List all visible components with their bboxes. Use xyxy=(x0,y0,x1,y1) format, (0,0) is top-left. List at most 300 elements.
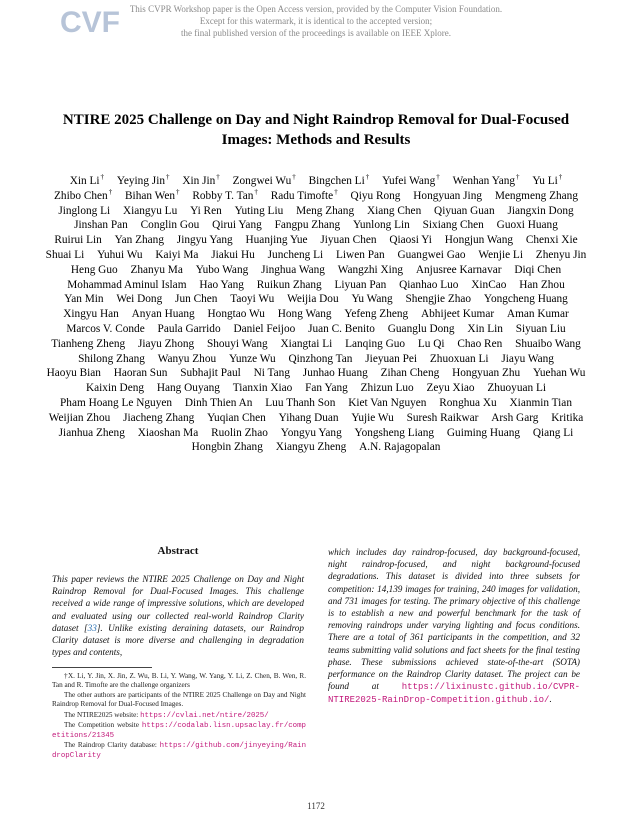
author-affiliation-mark: † xyxy=(165,173,170,182)
author-name-text: Ruirui Lin xyxy=(54,234,102,247)
abstract-left-part-1: This paper reviews the NTIRE 2025 Challenge on Day and Night Raindrop Removal for Dual-Focused Images. This challenge received a wide range of impressive solutions, which are developed and evaluated using our collected real-world Raindrop Clarity dataset [ xyxy=(52,574,304,633)
author-name xyxy=(345,337,405,352)
author-name xyxy=(348,396,426,411)
author-name xyxy=(335,278,387,293)
author-name xyxy=(185,396,253,411)
author-name xyxy=(58,204,110,219)
author-name-text: Radu Timofte xyxy=(270,189,334,202)
author-name xyxy=(254,366,290,381)
competition-website-link[interactable]: https://codalab.lisn.upsaclay.fr/competitions/21345 xyxy=(52,722,306,741)
author-name xyxy=(439,396,496,411)
author-name-text: Taoyi Wu xyxy=(230,293,275,306)
author-name-text: Jiayu Wang xyxy=(501,352,554,365)
author-name xyxy=(351,411,393,426)
author-name-text: Zongwei Wu xyxy=(232,175,292,187)
author-name-text: Hong Wang xyxy=(277,308,332,321)
author-name-text: Jingyu Yang xyxy=(176,234,233,247)
author-name-text: Hang Ouyang xyxy=(156,382,220,395)
author-name xyxy=(478,248,523,263)
author-name-text: Xiang Chen xyxy=(366,204,422,217)
author-name-text: Juncheng Li xyxy=(267,248,324,261)
author-name-text: Fan Yang xyxy=(305,382,348,395)
author-name xyxy=(211,248,255,263)
author-name xyxy=(536,248,587,263)
author-name-text: Guiming Huang xyxy=(446,426,521,439)
author-name xyxy=(233,381,293,396)
project-url-link[interactable]: https://lixinustc.github.io/CVPR-NTIRE2025-RainDrop-Competition.github.io/ xyxy=(328,682,580,706)
author-name-text: Wenjie Li xyxy=(478,248,523,261)
author-name-text: Yu Wang xyxy=(351,293,393,306)
abstract-heading: Abstract xyxy=(157,545,199,557)
author-name xyxy=(423,218,484,233)
author-name-text: Bihan Wen xyxy=(125,189,176,202)
abstract-right-end: . xyxy=(549,694,552,705)
author-name-text: Liwen Pan xyxy=(336,248,385,261)
author-name-text: Guanglu Dong xyxy=(387,322,455,335)
author-name-text: Zhenyu Jin xyxy=(535,248,587,261)
author-name xyxy=(115,233,164,248)
author-name-text: Jiacheng Zhang xyxy=(123,411,195,424)
author-name-text: Yihang Duan xyxy=(278,411,339,424)
author-affiliation-mark: † xyxy=(436,173,440,182)
author-name xyxy=(196,263,249,278)
author-affiliation-mark: † xyxy=(176,188,180,197)
author-name xyxy=(230,292,274,307)
author-name-text: Hongtao Wu xyxy=(207,308,265,321)
author-name-text: Kaixin Deng xyxy=(85,382,145,395)
author-name-text: Yuehan Wu xyxy=(533,367,586,380)
author-name-text: Jinshan Pan xyxy=(74,219,128,232)
author-name xyxy=(320,233,376,248)
author-name xyxy=(123,204,177,219)
author-name xyxy=(359,440,440,455)
author-name-text: Zeyu Xiao xyxy=(426,382,475,395)
author-name-text: Zhizun Luo xyxy=(360,382,414,395)
author-name-text: Abhijeet Kumar xyxy=(421,308,495,321)
author-name xyxy=(246,233,308,248)
footnote-competition-website xyxy=(52,721,306,741)
author-name xyxy=(551,411,583,426)
page-number: 1172 xyxy=(307,801,325,811)
author-name-text: Wei Dong xyxy=(116,293,163,306)
author-name-text: Heng Guo xyxy=(70,263,118,276)
author-name xyxy=(447,426,520,441)
author-name xyxy=(180,366,241,381)
footnote-organizers: †X. Li, Y. Jin, X. Jin, Z. Wu, B. Li, Y. Wang, W. Yang, Y. Li, Z. Chen, B. Wen, R. Tan and R. Timofte are the challenge organizers xyxy=(52,672,306,690)
author-name-text: Jiangxin Dong xyxy=(507,204,574,217)
author-name-text: Marcos V. Conde xyxy=(66,322,145,335)
author-name xyxy=(158,322,221,337)
author-name-text: Lanqing Guo xyxy=(345,337,406,350)
author-name xyxy=(399,278,458,293)
author-name-text: Qianhao Luo xyxy=(399,278,459,291)
author-name xyxy=(367,204,421,219)
author-name xyxy=(66,322,144,337)
author-name xyxy=(78,352,145,367)
footnote-ntire-label: The NTIRE2025 website: xyxy=(64,711,139,719)
author-name xyxy=(192,440,263,455)
author-name-text: Shouyi Wang xyxy=(206,337,268,350)
author-name-text: Yongcheng Huang xyxy=(483,293,568,306)
author-name-text: Xiangyu Lu xyxy=(122,204,178,217)
author-name xyxy=(233,322,295,337)
author-name xyxy=(397,248,465,263)
author-name xyxy=(54,189,112,204)
author-name-text: Zhibo Chen xyxy=(54,189,108,202)
paper-title-line-2: Images: Methods and Results xyxy=(221,132,411,148)
author-name-text: Weijia Dou xyxy=(287,293,339,306)
author-name-text: Yongyu Yang xyxy=(280,426,342,439)
author-name xyxy=(421,307,494,322)
author-name-text: Zhuoxuan Li xyxy=(429,352,489,365)
author-name xyxy=(114,366,168,381)
author-name xyxy=(365,352,417,367)
author-name-text: Yi Ren xyxy=(190,204,222,217)
author-name-text: Yuhui Wu xyxy=(97,248,143,261)
footnote-database-label: The Raindrop Clarity database: xyxy=(64,741,157,749)
author-name-text: Juan C. Benito xyxy=(308,322,375,335)
author-name xyxy=(177,233,233,248)
citation-link[interactable]: 33 xyxy=(87,622,97,633)
author-name-text: Guoxi Huang xyxy=(496,219,558,232)
author-name-text: Yubo Wang xyxy=(195,263,249,276)
author-name-text: Hongjun Wang xyxy=(444,234,513,247)
author-name-text: Daniel Feijoo xyxy=(233,322,296,335)
author-name xyxy=(49,411,111,426)
author-name xyxy=(353,218,410,233)
author-name xyxy=(257,278,322,293)
author-name xyxy=(355,426,435,441)
author-name xyxy=(526,233,578,248)
footnote-rule xyxy=(52,667,152,668)
author-name xyxy=(303,366,368,381)
author-name xyxy=(233,174,296,189)
author-name xyxy=(182,174,219,189)
author-name-text: Qinzhong Tan xyxy=(288,352,353,365)
author-name-text: Subhajit Paul xyxy=(180,367,241,380)
author-name-text: Luu Thanh Son xyxy=(265,396,336,409)
author-name-text: Lu Qi xyxy=(417,337,445,350)
author-name xyxy=(344,307,408,322)
author-name-text: Suresh Raikwar xyxy=(406,411,479,424)
author-name xyxy=(97,248,142,263)
author-name-text: Yan Min xyxy=(64,293,104,306)
abstract-right-body: which includes day raindrop-focused, day background-focused, night raindrop-focused, and night background-focused degradations. This dataset is divided into three subsets for competition: 14,139 images for training, 240 images for validation, and 731 images for testing. The primary objective of this challenge is to establish a new and powerful benchmark for the task of removing raindrops under varying lighting and focus conditions. There are a total of 361 participants in the competition, and 32 teams submitting valid solutions and fact sheets for the final testing phase. These submissions achieved state-of-the-art (SOTA) performance on the Raindrop Clarity dataset. The project can be found at xyxy=(328,547,580,692)
author-name xyxy=(54,233,101,248)
author-name xyxy=(175,292,217,307)
author-name xyxy=(71,263,118,278)
author-name-text: Hongbin Zhang xyxy=(191,441,263,454)
abstract-text-left xyxy=(52,573,304,658)
author-affiliation-mark: † xyxy=(558,173,563,182)
author-name xyxy=(138,337,194,352)
author-name xyxy=(158,352,216,367)
author-name xyxy=(309,174,370,189)
author-name-text: Yunlong Lin xyxy=(352,219,410,232)
author-name-text: Yan Zhang xyxy=(114,234,164,247)
author-name xyxy=(516,322,566,337)
author-name-text: Tianheng Zheng xyxy=(51,337,126,350)
author-name xyxy=(268,248,324,263)
author-name-text: Chao Ren xyxy=(457,337,503,350)
author-affiliation-mark: † xyxy=(100,173,105,182)
author-affiliation-mark: † xyxy=(216,173,220,182)
author-name-text: Xiangtai Li xyxy=(280,337,333,350)
author-name xyxy=(67,278,186,293)
author-name xyxy=(141,218,200,233)
database-link[interactable]: https://github.com/jinyeying/RaindropClarity xyxy=(52,742,306,761)
author-name xyxy=(287,292,338,307)
author-name xyxy=(157,381,220,396)
author-name-text: Qiang Li xyxy=(532,426,574,439)
author-name xyxy=(207,337,268,352)
author-name-text: Shuai Li xyxy=(45,248,85,261)
author-name xyxy=(418,337,445,352)
author-name xyxy=(265,396,335,411)
paper-title xyxy=(30,110,602,150)
footnote-database xyxy=(52,741,306,761)
author-name-text: Yeying Jin xyxy=(116,175,165,187)
author-name-text: Arsh Garg xyxy=(491,411,539,424)
author-name xyxy=(211,426,268,441)
author-affiliation-mark: † xyxy=(254,188,258,197)
author-name-text: Jiayu Zhong xyxy=(137,337,195,350)
author-name xyxy=(276,440,347,455)
author-name-text: Shilong Zhang xyxy=(78,352,145,365)
author-name xyxy=(208,307,265,322)
author-name-text: Yongsheng Liang xyxy=(354,426,435,439)
author-name-text: Mengmeng Zhang xyxy=(494,189,578,202)
author-name xyxy=(338,263,403,278)
author-name xyxy=(47,366,101,381)
author-name xyxy=(388,322,455,337)
author-name xyxy=(281,426,342,441)
author-name xyxy=(116,292,162,307)
author-name xyxy=(336,248,385,263)
author-name-text: Hongyuan Jing xyxy=(413,189,482,202)
author-name xyxy=(86,381,144,396)
author-name-text: Zhanyu Ma xyxy=(130,263,183,276)
author-name xyxy=(64,292,103,307)
author-name-text: Yefeng Zheng xyxy=(344,308,409,321)
author-name xyxy=(74,218,128,233)
author-name-text: Diqi Chen xyxy=(514,263,562,276)
author-name xyxy=(235,204,284,219)
author-name xyxy=(497,218,558,233)
author-affiliation-mark: † xyxy=(365,173,370,182)
author-name xyxy=(63,307,119,322)
author-name xyxy=(453,174,520,189)
author-name xyxy=(271,189,338,204)
author-name-text: Mohammad Aminul Islam xyxy=(67,278,187,291)
author-name-text: Yunze Wu xyxy=(228,352,276,365)
author-name-text: Conglin Gou xyxy=(140,219,200,232)
author-name xyxy=(351,189,401,204)
author-affiliation-mark: † xyxy=(516,173,520,182)
author-name-text: Yuqian Chen xyxy=(207,411,266,424)
author-name-text: Jiyuan Chen xyxy=(320,234,377,247)
author-name xyxy=(413,189,482,204)
author-name-text: Qiyu Rong xyxy=(350,189,401,202)
author-name xyxy=(275,218,341,233)
author-name xyxy=(70,174,104,189)
author-name xyxy=(533,426,573,441)
author-name xyxy=(199,278,244,293)
author-name xyxy=(519,278,565,293)
author-name xyxy=(484,292,568,307)
author-name-text: Yuting Liu xyxy=(234,204,284,217)
watermark-line-3: the final published version of the proceedings is available on IEEE Xplore. xyxy=(181,28,451,38)
author-name xyxy=(427,381,475,396)
ntire-website-link[interactable]: https://cvlai.net/ntire/2025/ xyxy=(140,712,269,720)
author-name xyxy=(117,174,170,189)
author-name xyxy=(261,263,325,278)
watermark-line-2: Except for this watermark, it is identical to the accepted version; xyxy=(199,16,433,26)
author-name-text: Yujie Wu xyxy=(351,411,394,424)
author-name-text: Wangzhi Xing xyxy=(337,263,404,276)
author-name xyxy=(296,204,354,219)
author-name xyxy=(382,174,440,189)
cvf-logo-text: CVF xyxy=(60,6,120,38)
author-name-text: Xiangyu Zheng xyxy=(275,441,347,454)
author-name xyxy=(60,396,172,411)
author-name-text: Chenxi Xie xyxy=(525,234,578,247)
author-name-text: Wanyu Zhou xyxy=(157,352,217,365)
author-name-text: Xianmin Tian xyxy=(509,396,572,409)
author-name xyxy=(130,263,182,278)
author-affiliation-mark: † xyxy=(292,173,296,182)
author-name-text: Xin Lin xyxy=(467,322,503,335)
author-name xyxy=(138,426,199,441)
author-name-text: Qirui Yang xyxy=(212,219,262,232)
author-name-text: Ronghua Xu xyxy=(439,396,497,409)
author-name-text: Anyan Huang xyxy=(131,308,195,321)
author-name xyxy=(514,263,561,278)
author-name xyxy=(289,352,353,367)
author-name-text: Hongyuan Zhu xyxy=(452,367,521,380)
author-name xyxy=(192,189,258,204)
author-name-text: Robby T. Tan xyxy=(192,189,254,202)
author-name-text: Haoyu Bian xyxy=(46,367,101,380)
author-name-text: Xiaoshan Ma xyxy=(137,426,199,439)
author-name xyxy=(510,396,572,411)
author-name xyxy=(207,411,266,426)
author-affiliation-mark: † xyxy=(108,188,113,197)
author-name-text: Bingchen Li xyxy=(308,175,365,187)
author-name xyxy=(515,337,581,352)
author-name xyxy=(457,337,502,352)
author-name xyxy=(123,411,194,426)
author-name-text: Ruikun Zhang xyxy=(256,278,322,291)
author-name xyxy=(305,381,348,396)
author-name xyxy=(361,381,414,396)
author-name xyxy=(532,174,562,189)
author-name-text: Zihan Cheng xyxy=(380,367,440,380)
author-name-text: Pham Hoang Le Nguyen xyxy=(60,396,173,409)
author-name xyxy=(59,426,125,441)
author-name-text: Shengjie Zhao xyxy=(405,293,472,306)
author-name xyxy=(471,278,506,293)
author-name-text: Yu Li xyxy=(532,175,558,187)
author-name xyxy=(416,263,502,278)
footnote-competition-label: The Competition website xyxy=(64,721,139,729)
author-name xyxy=(507,204,573,219)
author-name xyxy=(308,322,375,337)
author-name xyxy=(445,233,513,248)
author-name-text: Haoran Sun xyxy=(113,367,168,380)
author-name-text: Jianhua Zheng xyxy=(58,426,125,439)
author-name-text: Kaiyi Ma xyxy=(155,248,199,261)
author-name-text: Paula Garrido xyxy=(157,322,221,335)
author-name xyxy=(212,218,262,233)
author-name xyxy=(434,204,495,219)
author-name xyxy=(125,189,180,204)
author-name-text: A.N. Rajagopalan xyxy=(359,441,441,454)
author-name xyxy=(533,366,585,381)
author-name-text: Kiet Van Nguyen xyxy=(348,396,427,409)
paper-title-line-1: NTIRE 2025 Challenge on Day and Night Raindrop Removal for Dual-Focused xyxy=(62,112,570,128)
author-name-text: Weijian Zhou xyxy=(48,411,111,424)
author-name-text: Jieyuan Pei xyxy=(365,352,418,365)
author-name-text: Jiakui Hu xyxy=(211,248,255,261)
author-name xyxy=(381,366,440,381)
abstract-left-part-2: ]. Unlike existing deraining datasets, our Raindrop Clarity dataset is more diverse and challenging in degradation types and contents, xyxy=(52,622,304,658)
author-name xyxy=(351,292,392,307)
author-name-text: Jun Chen xyxy=(175,293,218,306)
abstract-text-right xyxy=(328,546,580,707)
author-list xyxy=(40,174,592,455)
author-name-text: Siyuan Liu xyxy=(515,322,566,335)
author-name-text: Xingyu Han xyxy=(63,308,119,321)
author-name-text: Jinglong Li xyxy=(58,204,111,217)
author-name-text: Fangpu Zhang xyxy=(274,219,341,232)
author-name-text: Xin Li xyxy=(69,175,100,187)
author-name xyxy=(406,292,472,307)
author-name xyxy=(507,307,569,322)
author-name xyxy=(491,411,538,426)
author-name xyxy=(501,352,554,367)
author-name xyxy=(190,204,222,219)
footnote-ntire-website xyxy=(52,711,306,721)
author-name-text: Liyuan Pan xyxy=(334,278,387,291)
author-affiliation-mark: † xyxy=(334,188,338,197)
author-name-text: Kritika xyxy=(551,411,584,424)
author-name-text: Shuaibo Wang xyxy=(515,337,581,350)
author-name xyxy=(278,307,332,322)
author-name-text: Hao Yang xyxy=(199,278,244,291)
footnote-participants: The other authors are participants of the NTIRE 2025 Challenge on Day and Night Raindrop Removal for Dual-Focused Images. xyxy=(52,691,306,709)
author-name-text: XinCao xyxy=(471,278,507,291)
author-name-text: Han Zhou xyxy=(519,278,565,291)
author-name xyxy=(467,322,502,337)
author-name-text: Dinh Thien An xyxy=(184,396,253,409)
author-name-text: Zhuoyuan Li xyxy=(487,382,546,395)
author-name-text: Aman Kumar xyxy=(506,308,569,321)
author-name-text: Anjusree Karnavar xyxy=(415,263,502,276)
author-name-text: Junhao Huang xyxy=(302,367,368,380)
watermark-line-1: This CVPR Workshop paper is the Open Access version, provided by the Computer Vision Foundation. xyxy=(129,4,503,14)
author-name xyxy=(407,411,479,426)
author-name xyxy=(430,352,489,367)
author-name-text: Tianxin Xiao xyxy=(232,382,293,395)
author-name xyxy=(229,352,276,367)
author-name-text: Ni Tang xyxy=(253,367,290,380)
author-name-text: Ruolin Zhao xyxy=(211,426,268,439)
author-name xyxy=(487,381,546,396)
author-name-text: Huanjing Yue xyxy=(245,234,308,247)
author-name xyxy=(51,337,125,352)
author-name-text: Meng Zhang xyxy=(296,204,355,217)
